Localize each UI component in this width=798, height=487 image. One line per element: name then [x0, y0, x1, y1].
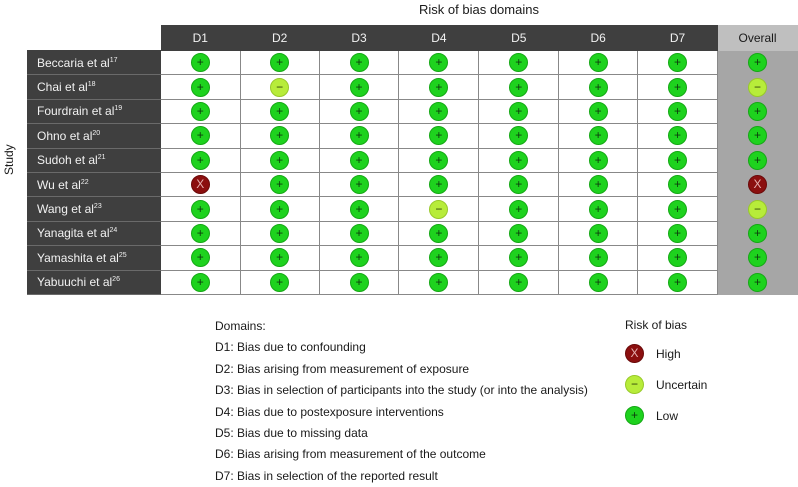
table-row [28, 51, 798, 75]
low-risk-icon: + [191, 151, 210, 170]
low-risk-icon: + [509, 273, 528, 292]
study-label [28, 221, 161, 245]
uncertain-risk-icon: − [748, 78, 767, 97]
judgement-cell [717, 221, 797, 245]
domain-description: D1: Bias due to confounding [215, 340, 366, 355]
low-risk-icon: + [191, 53, 210, 72]
table-row [28, 75, 798, 99]
study-name: Wu et al [37, 177, 81, 192]
low-risk-icon: + [191, 102, 210, 121]
judgement-cell [240, 197, 319, 221]
judgement-cell [160, 172, 240, 196]
domain-description: D4: Bias due to postexposure interventions [215, 404, 444, 419]
low-risk-icon: + [589, 126, 608, 145]
judgement-cell [319, 246, 399, 270]
low-risk-icon: + [589, 224, 608, 243]
study-label [28, 148, 161, 172]
low-risk-icon: + [350, 53, 369, 72]
column-header-d4: D4 [399, 26, 479, 51]
domain-description: D6: Bias arising from measurement of the outcome [215, 447, 486, 462]
judgement-cell [559, 124, 638, 148]
judgement-cell [240, 75, 319, 99]
study-reference: 24 [109, 227, 118, 235]
low-risk-icon: + [668, 273, 687, 292]
judgement-cell [160, 51, 240, 75]
judgement-cell [559, 221, 638, 245]
low-risk-icon: + [668, 151, 687, 170]
study-label [28, 197, 161, 221]
study-reference: 18 [87, 81, 96, 89]
low-risk-icon: + [350, 102, 369, 121]
judgement-cell [319, 51, 399, 75]
study-name: Yabuuchi et al [37, 275, 113, 290]
risk-of-bias-table [27, 25, 798, 295]
column-header-d1: D1 [160, 26, 240, 51]
table-body [28, 51, 798, 295]
judgement-cell [559, 246, 638, 270]
judgement-cell [160, 99, 240, 123]
judgement-cell [717, 172, 797, 196]
legend-item [625, 338, 707, 369]
judgement-cell [319, 99, 399, 123]
judgement-cell [319, 148, 399, 172]
table-row [28, 270, 798, 294]
column-header-d3: D3 [319, 26, 399, 51]
low-risk-icon: + [270, 53, 289, 72]
table-row [28, 221, 798, 245]
judgement-cell [319, 197, 399, 221]
low-risk-icon: + [429, 175, 448, 194]
low-risk-icon: + [350, 151, 369, 170]
low-risk-icon: + [748, 224, 767, 243]
judgement-cell [319, 124, 399, 148]
domains-legend [215, 316, 588, 487]
low-risk-icon: + [270, 248, 289, 267]
column-header-overall: Overall [717, 26, 797, 51]
legend-item [625, 400, 707, 431]
low-risk-icon: + [509, 126, 528, 145]
low-risk-icon: + [429, 273, 448, 292]
judgement-cell [638, 124, 718, 148]
study-reference: 20 [92, 129, 101, 137]
legend-unc-icon: − [625, 375, 644, 394]
low-risk-icon: + [429, 102, 448, 121]
domain-description: D7: Bias in selection of the reported result [215, 468, 438, 483]
column-header-d7: D7 [638, 26, 718, 51]
low-risk-icon: + [429, 53, 448, 72]
low-risk-icon: + [589, 248, 608, 267]
legend-items [625, 338, 707, 431]
judgement-cell [160, 246, 240, 270]
study-name: Beccaria et al [37, 55, 110, 70]
low-risk-icon: + [668, 224, 687, 243]
judgement-cell [717, 270, 797, 294]
judgement-cell [559, 197, 638, 221]
judgement-cell [638, 148, 718, 172]
low-risk-icon: + [509, 200, 528, 219]
low-risk-icon: + [350, 78, 369, 97]
low-risk-icon: + [270, 102, 289, 121]
low-risk-icon: + [429, 126, 448, 145]
low-risk-icon: + [589, 78, 608, 97]
judgement-cell [399, 172, 479, 196]
judgement-cell [240, 51, 319, 75]
study-reference: 26 [112, 276, 120, 284]
judgement-cell [717, 99, 797, 123]
uncertain-risk-icon: − [748, 200, 767, 219]
judgement-cell [240, 221, 319, 245]
judgement-cell [717, 197, 797, 221]
judgement-cell [479, 197, 559, 221]
legend-high-icon: X [625, 344, 644, 363]
table-row [28, 99, 798, 123]
low-risk-icon: + [429, 248, 448, 267]
low-risk-icon: + [748, 248, 767, 267]
judgement-cell [399, 270, 479, 294]
low-risk-icon: + [191, 248, 210, 267]
study-label [28, 124, 161, 148]
study-name: Wang et al [37, 202, 94, 217]
domain-description: D5: Bias due to missing data [215, 426, 368, 441]
legend-label: Uncertain [656, 377, 708, 392]
low-risk-icon: + [748, 102, 767, 121]
judgement-cell [319, 221, 399, 245]
judgement-cell [160, 124, 240, 148]
low-risk-icon: + [270, 273, 289, 292]
low-risk-icon: + [509, 78, 528, 97]
legend-label: Low [656, 408, 679, 423]
judgement-cell [559, 99, 638, 123]
study-reference: 23 [93, 203, 102, 211]
study-label [28, 75, 161, 99]
study-label [28, 246, 161, 270]
judgement-cell [479, 99, 559, 123]
study-reference: 22 [80, 178, 89, 186]
judgement-cell [638, 221, 718, 245]
study-label [28, 172, 161, 196]
table-row [28, 197, 798, 221]
low-risk-icon: + [270, 151, 289, 170]
judgement-cell [319, 270, 399, 294]
judgement-cell [638, 270, 718, 294]
low-risk-icon: + [589, 151, 608, 170]
y-axis-label: Study [2, 144, 16, 175]
low-risk-icon: + [589, 175, 608, 194]
low-risk-icon: + [191, 200, 210, 219]
legend-label: High [656, 346, 681, 361]
low-risk-icon: + [589, 200, 608, 219]
study-reference: 19 [114, 105, 123, 113]
low-risk-icon: + [668, 53, 687, 72]
low-risk-icon: + [748, 151, 767, 170]
judgement-cell [479, 172, 559, 196]
judgement-cell [399, 148, 479, 172]
low-risk-icon: + [191, 273, 210, 292]
low-risk-icon: + [748, 273, 767, 292]
judgement-cell [479, 270, 559, 294]
study-label [28, 51, 161, 75]
column-header-d2: D2 [240, 26, 319, 51]
domain-list [215, 337, 588, 487]
judgement-cell [479, 124, 559, 148]
table-header-row [28, 26, 798, 51]
judgement-cell [399, 75, 479, 99]
judgement-cell [319, 75, 399, 99]
low-risk-icon: + [589, 53, 608, 72]
judgement-cell [638, 197, 718, 221]
judgement-cell [717, 51, 797, 75]
judgement-cell [559, 75, 638, 99]
judgement-cell [160, 148, 240, 172]
low-risk-icon: + [509, 102, 528, 121]
judgement-cell [479, 221, 559, 245]
low-risk-icon: + [350, 248, 369, 267]
judgement-cell [240, 246, 319, 270]
low-risk-icon: + [748, 126, 767, 145]
high-risk-icon: X [191, 175, 210, 194]
low-risk-icon: + [668, 248, 687, 267]
study-name: Fourdrain et al [37, 104, 115, 119]
judgement-cell [399, 99, 479, 123]
judgement-cell [638, 172, 718, 196]
high-risk-icon: X [748, 175, 767, 194]
domains-heading: Domains: [215, 319, 266, 333]
legend-title: Risk of bias [625, 318, 688, 332]
column-header-d5: D5 [479, 26, 559, 51]
low-risk-icon: + [350, 200, 369, 219]
judgement-cell [638, 246, 718, 270]
judgement-cell [319, 172, 399, 196]
judgement-cell [160, 197, 240, 221]
judgement-cell [399, 221, 479, 245]
domain-description: D3: Bias in selection of participants into the study (or into the analysis) [215, 383, 588, 398]
low-risk-icon: + [270, 126, 289, 145]
chart-title: Risk of bias domains [419, 2, 539, 17]
judgement-cell [479, 75, 559, 99]
judgement-cell [399, 197, 479, 221]
header-corner [28, 26, 161, 51]
low-risk-icon: + [668, 102, 687, 121]
low-risk-icon: + [509, 175, 528, 194]
judgement-cell [638, 99, 718, 123]
low-risk-icon: + [509, 53, 528, 72]
judgement-cell [160, 270, 240, 294]
low-risk-icon: + [270, 175, 289, 194]
low-risk-icon: + [191, 78, 210, 97]
low-risk-icon: + [191, 224, 210, 243]
low-risk-icon: + [270, 200, 289, 219]
judgement-cell [240, 270, 319, 294]
low-risk-icon: + [668, 175, 687, 194]
judgement-cell [160, 75, 240, 99]
judgement-cell [717, 246, 797, 270]
low-risk-icon: + [350, 273, 369, 292]
study-label [28, 99, 161, 123]
low-risk-icon: + [509, 151, 528, 170]
judgement-cell [717, 148, 797, 172]
judgement-cell [240, 148, 319, 172]
low-risk-icon: + [350, 126, 369, 145]
domain-description: D2: Bias arising from measurement of exposure [215, 361, 470, 376]
low-risk-icon: + [509, 224, 528, 243]
judgement-cell [717, 75, 797, 99]
table-row [28, 246, 798, 270]
judgement-cell [479, 246, 559, 270]
judgement-cell [479, 148, 559, 172]
study-name: Ohno et al [37, 128, 93, 143]
uncertain-risk-icon: − [270, 78, 289, 97]
table-row [28, 148, 798, 172]
low-risk-icon: + [429, 151, 448, 170]
judgement-cell [479, 51, 559, 75]
study-reference: 17 [109, 56, 118, 64]
low-risk-icon: + [668, 78, 687, 97]
study-reference: 25 [118, 251, 127, 259]
low-risk-icon: + [668, 126, 687, 145]
judgement-cell [240, 99, 319, 123]
judgement-cell [559, 172, 638, 196]
legend-item [625, 369, 707, 400]
judgement-cell [399, 51, 479, 75]
judgement-cell [638, 51, 718, 75]
judgement-cell [160, 221, 240, 245]
study-name: Yamashita et al [37, 250, 119, 265]
judgement-cell [559, 148, 638, 172]
low-risk-icon: + [509, 248, 528, 267]
column-header-d6: D6 [559, 26, 638, 51]
low-risk-icon: + [589, 273, 608, 292]
risk-legend [625, 316, 707, 431]
low-risk-icon: + [589, 102, 608, 121]
study-name: Chai et al [37, 80, 88, 95]
low-risk-icon: + [350, 175, 369, 194]
judgement-cell [559, 270, 638, 294]
low-risk-icon: + [748, 53, 767, 72]
judgement-cell [559, 51, 638, 75]
table-row [28, 172, 798, 196]
low-risk-icon: + [429, 224, 448, 243]
judgement-cell [638, 75, 718, 99]
low-risk-icon: + [668, 200, 687, 219]
low-risk-icon: + [429, 78, 448, 97]
study-name: Yanagita et al [37, 226, 110, 241]
judgement-cell [717, 124, 797, 148]
low-risk-icon: + [270, 224, 289, 243]
table-row [28, 124, 798, 148]
judgement-cell [240, 172, 319, 196]
legend-low-icon: + [625, 406, 644, 425]
low-risk-icon: + [350, 224, 369, 243]
judgement-cell [399, 246, 479, 270]
study-name: Sudoh et al [37, 153, 98, 168]
judgement-cell [240, 124, 319, 148]
uncertain-risk-icon: − [429, 200, 448, 219]
judgement-cell [399, 124, 479, 148]
study-label [28, 270, 161, 294]
study-reference: 21 [97, 154, 106, 162]
low-risk-icon: + [191, 126, 210, 145]
